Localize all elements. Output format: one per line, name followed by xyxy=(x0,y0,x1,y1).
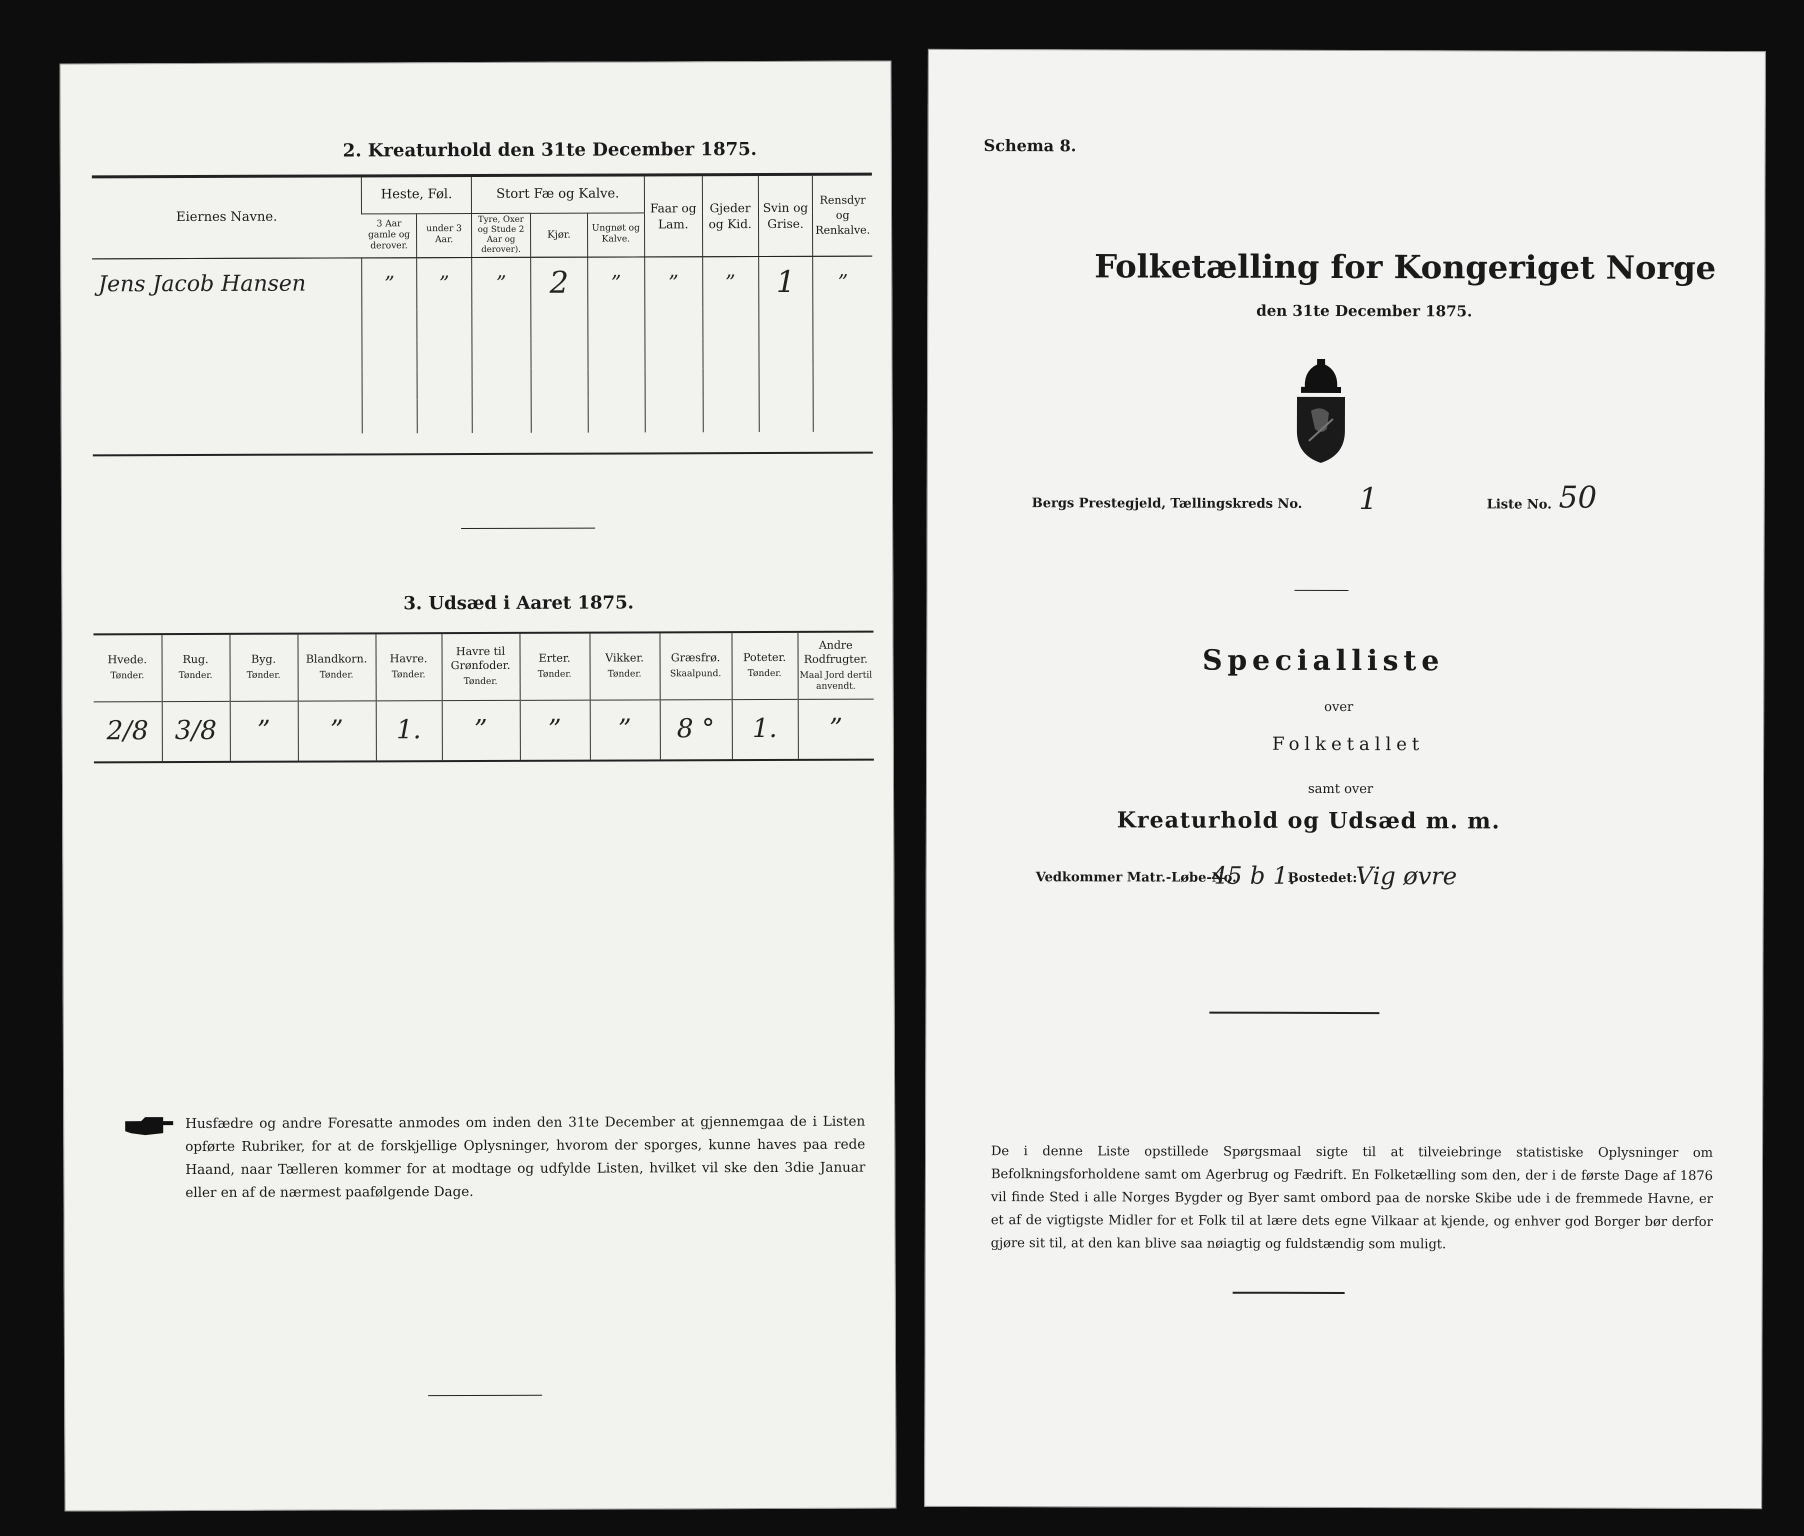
sowing-value: 8 ° xyxy=(660,699,732,759)
cell-pigs: 1 xyxy=(758,256,813,308)
sowing-header-name: Byg. xyxy=(251,652,277,667)
middle-separator xyxy=(1209,1012,1379,1014)
sowing-header-name: Havre til Grønfoder. xyxy=(450,645,511,673)
cell-reindeer: ” xyxy=(813,256,872,308)
bottom-separator-right xyxy=(1233,1292,1345,1294)
sowing-value: ” xyxy=(230,701,298,761)
main-title: Folketælling for Kongeriget Norge xyxy=(1094,247,1717,287)
header-reindeer: Rensdyr og Renkalve. xyxy=(813,176,872,256)
sowing-header-name: Græsfrø. xyxy=(670,651,721,665)
sowing-header-name: Poteter. xyxy=(743,651,787,665)
sowing-header-unit: Maal Jord dertil anvendt. xyxy=(799,670,873,692)
left-page xyxy=(59,61,896,1512)
header-sheep: Faar og Lam. xyxy=(644,176,702,256)
table-row xyxy=(92,256,872,311)
description-text: De i denne Liste opstillede Spørgsmaal sigte til at tilveiebringe statistiske Oplysninger om Befolkningsforholdene samt om Agerbrug og Fædrift. En Folketælling som den, der i de første Dage af 1876 vil finde Sted i alle Norges Bygder og Byer samt ombord paa de norske Skibe ude i de fremmede Havne, er et af de vigtigste Midler for et Folk til at lære dets egne Vilkaar at kjende, og enhver god Borger bør derfor gjøre sit til, at den kan blive saa nøiagtig og fuldstændig som muligt. xyxy=(990,1144,1714,1253)
header-bulls: Tyre, Oxer og Stude 2 Aar og derover). xyxy=(471,213,530,257)
sowing-header-unit: Tønder. xyxy=(391,670,426,681)
sowing-header xyxy=(519,634,589,700)
list-label: Liste No. xyxy=(1486,497,1552,513)
sowing-header-unit: Tønder. xyxy=(537,669,572,681)
separator-line xyxy=(461,528,595,529)
parish-label: Bergs Prestegjeld, Tællingskreds No. xyxy=(1031,496,1303,512)
place-label: Bostedet: xyxy=(1287,870,1358,887)
notice-text: Husfædre og andre Foresatte anmodes om inden den 31te December at gjennemgaa de i Listen opførte Rubriker, for at de forskjellige Oplysninger, hvorom der sporges, kunne haves paa rede Haand, naar Tælleren kommer for at modtage og udfylde Listen, hvilket vil ske den 3die Januar eller en af de nærmest paafølgende Dage. xyxy=(185,1113,866,1202)
sowing-header-name: Rug. xyxy=(182,653,209,667)
sowing-header-name: Vikker. xyxy=(605,651,644,665)
sowing-value: 2/8 xyxy=(106,716,149,747)
matr-label: Vedkommer Matr.-Løbe-No. xyxy=(1035,870,1237,886)
title-separator xyxy=(1294,590,1348,591)
sowing-header xyxy=(441,634,519,700)
place-name: Vig øvre xyxy=(1355,862,1458,891)
owner-name: Jens Jacob Hansen xyxy=(98,271,307,298)
sowing-header-unit: Tønder. xyxy=(463,677,498,688)
sowing-header xyxy=(93,635,161,701)
header-goats: Gjeder og Kid. xyxy=(702,176,758,256)
header-cows: Kjør. xyxy=(530,213,587,257)
sowing-value: ” xyxy=(442,700,520,760)
specialliste-heading: Specialliste xyxy=(1202,643,1445,678)
sowing-header xyxy=(375,634,441,700)
sowing-header-unit: Tønder. xyxy=(319,670,354,681)
cell-young-cattle: ” xyxy=(587,256,644,308)
sowing-value: 1. xyxy=(376,700,442,760)
sowing-header-unit: Skaalpund. xyxy=(669,669,722,680)
cell-sheep: ” xyxy=(644,256,702,308)
header-cattle: Stort Fæ og Kalve. xyxy=(471,176,644,213)
district-number: 1 xyxy=(1358,482,1378,518)
schema-label: Schema 8. xyxy=(983,136,1077,156)
header-horses-young: under 3 Aar. xyxy=(417,213,472,257)
livestock-table xyxy=(92,176,873,435)
sowing-header xyxy=(659,633,731,699)
kreaturhold-label: Kreaturhold og Udsæd m. m. xyxy=(1116,807,1501,835)
coat-of-arms-icon xyxy=(1291,359,1351,465)
right-page xyxy=(924,49,1766,1509)
sowing-header xyxy=(731,633,797,699)
header-pigs: Svin og Grise. xyxy=(758,176,813,256)
sowing-header xyxy=(229,635,297,701)
sowing-header-name: Blandkorn. xyxy=(305,652,368,666)
sowing-value: 1. xyxy=(732,699,798,759)
census-date: den 31te December 1875. xyxy=(1256,301,1473,321)
cell-horses-young: ” xyxy=(417,257,472,309)
bottom-separator xyxy=(428,1395,542,1396)
cell-cows: 2 xyxy=(531,257,588,309)
sowing-header-unit: Tønder. xyxy=(178,671,213,682)
sowing-value: ” xyxy=(798,699,874,759)
matr-number: 45 b 1. xyxy=(1211,861,1296,890)
sowing-header xyxy=(297,634,375,700)
sowing-value: ” xyxy=(590,699,660,759)
samt-over-label: samt over xyxy=(1307,781,1374,798)
header-horses-old: 3 Aar gamle og derover. xyxy=(368,218,411,251)
pointing-hand-icon xyxy=(123,1115,175,1137)
folketallet-label: Folketallet xyxy=(1272,733,1425,756)
cell-bulls: ” xyxy=(472,257,531,309)
sowing-header-name: Hvede. xyxy=(107,653,148,667)
table-bottom-rule xyxy=(93,452,873,457)
table-row xyxy=(94,699,874,762)
sowing-header xyxy=(161,635,229,701)
cell-horses-old: ” xyxy=(362,257,417,309)
sowing-table xyxy=(93,633,873,762)
sowing-header-unit: Tønder. xyxy=(110,671,145,682)
header-owner: Eiernes Navne. xyxy=(176,209,278,226)
sowing-value: ” xyxy=(520,700,590,760)
sowing-header-unit: Tønder. xyxy=(607,669,642,680)
cell-goats: ” xyxy=(702,256,758,308)
sowing-header-name: Havre. xyxy=(389,652,428,666)
sowing-header-unit: Tønder. xyxy=(246,670,281,682)
header-young-cattle: Ungnøt og Kalve. xyxy=(587,212,644,256)
sowing-header-name: Erter. xyxy=(538,651,571,666)
header-horses: Heste, Føl. xyxy=(362,177,472,213)
sowing-header xyxy=(589,633,659,699)
sowing-value: 3/8 xyxy=(162,701,230,761)
over-label: over xyxy=(1324,699,1354,716)
sowing-title: 3. Udsæd i Aaret 1875. xyxy=(403,592,634,615)
livestock-title: 2. Kreaturhold den 31te December 1875. xyxy=(342,139,757,162)
sowing-value: ” xyxy=(298,700,376,760)
sowing-header-unit: Tønder. xyxy=(747,669,782,680)
sowing-header xyxy=(797,633,873,699)
list-number: 50 xyxy=(1558,480,1597,516)
sowing-header-name: Andre Rodfrugter. xyxy=(803,638,868,666)
